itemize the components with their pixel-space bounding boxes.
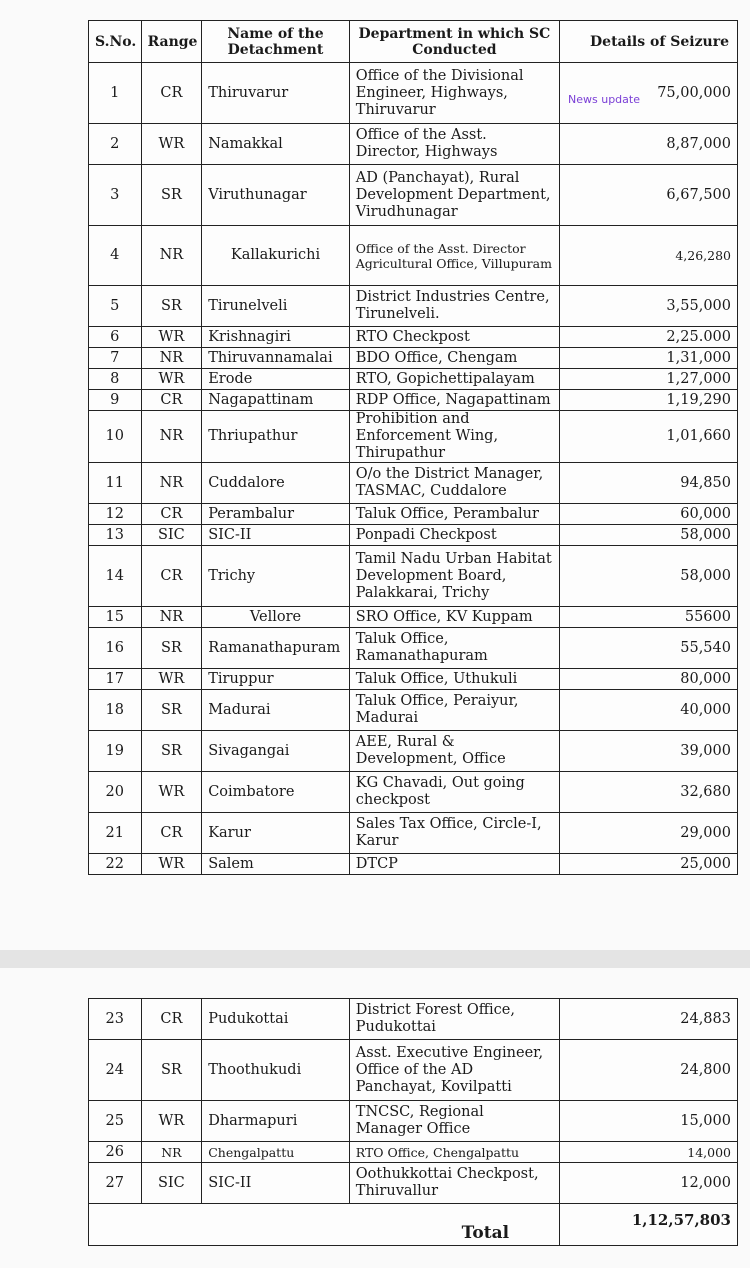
cell-detachment: Tirunelveli [202, 286, 350, 327]
cell-seizure: 55600 [560, 607, 738, 628]
cell-seizure: 75,00,000 [560, 63, 738, 124]
cell-seizure: 60,000 [560, 504, 738, 525]
cell-department: TNCSC, Regional Manager Office [349, 1101, 559, 1142]
cell-sno: 10 [89, 411, 142, 463]
table-row [89, 165, 738, 226]
cell-sno: 18 [89, 690, 142, 731]
table-row [89, 690, 738, 731]
cell-seizure: 2,25.000 [560, 327, 738, 348]
cell-department: SRO Office, KV Kuppam [349, 607, 559, 628]
total-label-cell [89, 1204, 560, 1246]
total-label: Total [461, 1223, 510, 1243]
cell-department: Prohibition and Enforcement Wing, Thirupathur [349, 411, 559, 463]
cell-detachment: Cuddalore [202, 463, 350, 504]
cell-detachment: SIC-II [202, 525, 350, 546]
cell-range: WR [141, 1101, 202, 1142]
cell-detachment: Trichy [202, 546, 350, 607]
table-row [89, 669, 738, 690]
cell-detachment: Viruthunagar [202, 165, 350, 226]
cell-detachment: Coimbatore [202, 772, 350, 813]
cell-seizure: 58,000 [560, 525, 738, 546]
cell-department: Oothukkottai Checkpost, Thiruvallur [349, 1163, 559, 1204]
cell-sno: 21 [89, 813, 142, 854]
cell-detachment: Vellore [202, 607, 350, 628]
cell-detachment: Perambalur [202, 504, 350, 525]
cell-department: District Industries Centre, Tirunelveli. [349, 286, 559, 327]
table-row [89, 546, 738, 607]
cell-detachment: Madurai [202, 690, 350, 731]
cell-seizure: 1,01,660 [560, 411, 738, 463]
table-row [89, 1163, 738, 1204]
cell-detachment: Dharmapuri [202, 1101, 350, 1142]
cell-detachment: Krishnagiri [202, 327, 350, 348]
cell-seizure: 1,31,000 [560, 348, 738, 369]
cell-detachment: SIC-II [202, 1163, 350, 1204]
cell-department: Office of the Divisional Engineer, Highways, Thiruvarur [349, 63, 559, 124]
cell-department: BDO Office, Chengam [349, 348, 559, 369]
cell-seizure: 14,000 [560, 1142, 738, 1163]
cell-sno: 22 [89, 854, 142, 875]
table-row [89, 124, 738, 165]
table-row [89, 854, 738, 875]
table-row [89, 226, 738, 286]
cell-detachment: Tiruppur [202, 669, 350, 690]
cell-department: District Forest Office, Pudukottai [349, 999, 559, 1040]
cell-range: SR [141, 1040, 202, 1101]
cell-seizure: 12,000 [560, 1163, 738, 1204]
cell-department: Asst. Executive Engineer, Office of the AD Panchayat, Kovilpatti [349, 1040, 559, 1101]
cell-seizure: 1,19,290 [560, 390, 738, 411]
table-row [89, 286, 738, 327]
table-row [89, 1101, 738, 1142]
cell-sno: 16 [89, 628, 142, 669]
cell-range: WR [141, 369, 202, 390]
cell-range: WR [141, 772, 202, 813]
cell-sno: 3 [89, 165, 142, 226]
cell-detachment: Salem [202, 854, 350, 875]
cell-department: Tamil Nadu Urban Habitat Development Board, Palakkarai, Trichy [349, 546, 559, 607]
cell-detachment: Pudukottai [202, 999, 350, 1040]
table-row [89, 504, 738, 525]
table-row [89, 1040, 738, 1101]
cell-sno: 11 [89, 463, 142, 504]
cell-range: CR [141, 390, 202, 411]
cell-department: Office of the Asst. Director, Highways [349, 124, 559, 165]
cell-sno: 23 [89, 999, 142, 1040]
cell-range: CR [141, 546, 202, 607]
cell-sno: 14 [89, 546, 142, 607]
cell-sno: 25 [89, 1101, 142, 1142]
table-row [89, 411, 738, 463]
cell-range: SIC [141, 525, 202, 546]
cell-detachment: Karur [202, 813, 350, 854]
cell-seizure: 80,000 [560, 669, 738, 690]
cell-detachment: Thriupathur [202, 411, 350, 463]
cell-department: Ponpadi Checkpost [349, 525, 559, 546]
cell-range: CR [141, 813, 202, 854]
cell-detachment: Chengalpattu [202, 1142, 350, 1163]
table-row [89, 369, 738, 390]
cell-department: RTO Checkpost [349, 327, 559, 348]
cell-sno: 20 [89, 772, 142, 813]
cell-department: KG Chavadi, Out going checkpost [349, 772, 559, 813]
cell-seizure: 58,000 [560, 546, 738, 607]
header-range: Range [141, 21, 202, 63]
cell-department: RTO Office, Chengalpattu [349, 1142, 559, 1163]
table-row [89, 525, 738, 546]
cell-seizure: 55,540 [560, 628, 738, 669]
cell-seizure: 32,680 [560, 772, 738, 813]
cell-range: CR [141, 504, 202, 525]
cell-detachment: Nagapattinam [202, 390, 350, 411]
cell-range: CR [141, 999, 202, 1040]
cell-range: SR [141, 731, 202, 772]
table-row [89, 63, 738, 124]
cell-seizure: 24,883 [560, 999, 738, 1040]
cell-seizure: 39,000 [560, 731, 738, 772]
cell-range: WR [141, 327, 202, 348]
cell-range: WR [141, 854, 202, 875]
cell-sno: 19 [89, 731, 142, 772]
cell-seizure: 1,27,000 [560, 369, 738, 390]
table-row [89, 1142, 738, 1163]
cell-sno: 24 [89, 1040, 142, 1101]
cell-department: RDP Office, Nagapattinam [349, 390, 559, 411]
watermark-text: News update [568, 93, 640, 106]
cell-sno: 8 [89, 369, 142, 390]
total-row [89, 1204, 738, 1246]
cell-range: SR [141, 286, 202, 327]
table-header-row [89, 21, 738, 63]
header-detachment: Name of the Detachment [202, 21, 350, 63]
cell-department: O/o the District Manager, TASMAC, Cuddalore [349, 463, 559, 504]
cell-seizure: 24,800 [560, 1040, 738, 1101]
cell-range: WR [141, 669, 202, 690]
header-department: Department in which SC Conducted [349, 21, 559, 63]
cell-department: Office of the Asst. Director Agricultural Office, Villupuram [349, 226, 559, 286]
table-row [89, 999, 738, 1040]
cell-department: Taluk Office, Ramanathapuram [349, 628, 559, 669]
total-value-cell [560, 1204, 738, 1246]
cell-range: SR [141, 165, 202, 226]
page-separator [0, 950, 750, 968]
cell-department: AEE, Rural & Development, Office [349, 731, 559, 772]
cell-sno: 26 [89, 1142, 142, 1163]
table-row [89, 327, 738, 348]
cell-sno: 17 [89, 669, 142, 690]
cell-sno: 4 [89, 226, 142, 286]
cell-sno: 13 [89, 525, 142, 546]
cell-department: DTCP [349, 854, 559, 875]
table-row [89, 731, 738, 772]
cell-department: Taluk Office, Uthukuli [349, 669, 559, 690]
table-row [89, 813, 738, 854]
cell-range: SR [141, 628, 202, 669]
cell-sno: 27 [89, 1163, 142, 1204]
cell-department: AD (Panchayat), Rural Development Department, Virudhunagar [349, 165, 559, 226]
cell-sno: 1 [89, 63, 142, 124]
cell-detachment: Namakkal [202, 124, 350, 165]
cell-sno: 12 [89, 504, 142, 525]
table-row [89, 348, 738, 369]
cell-detachment: Erode [202, 369, 350, 390]
cell-seizure: 4,26,280 [560, 226, 738, 286]
cell-detachment: Thiruvannamalai [202, 348, 350, 369]
seizure-table-part-1 [88, 20, 738, 875]
cell-sno: 7 [89, 348, 142, 369]
cell-seizure: 6,67,500 [560, 165, 738, 226]
cell-seizure: 15,000 [560, 1101, 738, 1142]
header-seizure: Details of Seizure [560, 21, 738, 63]
cell-seizure: 29,000 [560, 813, 738, 854]
cell-range: NR [141, 348, 202, 369]
cell-detachment: Thiruvarur [202, 63, 350, 124]
header-sno: S.No. [89, 21, 142, 63]
cell-range: NR [141, 1142, 202, 1163]
cell-range: SR [141, 690, 202, 731]
cell-seizure: 3,55,000 [560, 286, 738, 327]
cell-range: SIC [141, 1163, 202, 1204]
cell-seizure: 40,000 [560, 690, 738, 731]
cell-sno: 15 [89, 607, 142, 628]
table-row [89, 628, 738, 669]
cell-department: Taluk Office, Peraiyur, Madurai [349, 690, 559, 731]
cell-department: RTO, Gopichettipalayam [349, 369, 559, 390]
cell-detachment: Thoothukudi [202, 1040, 350, 1101]
cell-seizure: 8,87,000 [560, 124, 738, 165]
cell-detachment: Ramanathapuram [202, 628, 350, 669]
cell-range: NR [141, 463, 202, 504]
table-row [89, 607, 738, 628]
cell-department: Sales Tax Office, Circle-I, Karur [349, 813, 559, 854]
table-row [89, 463, 738, 504]
cell-sno: 9 [89, 390, 142, 411]
cell-range: CR [141, 63, 202, 124]
cell-department: Taluk Office, Perambalur [349, 504, 559, 525]
cell-range: NR [141, 411, 202, 463]
total-value: 1,12,57,803 [631, 1211, 731, 1229]
cell-detachment: Sivagangai [202, 731, 350, 772]
cell-sno: 2 [89, 124, 142, 165]
cell-seizure: 25,000 [560, 854, 738, 875]
cell-seizure: 94,850 [560, 463, 738, 504]
cell-detachment: Kallakurichi [202, 226, 350, 286]
seizure-table-part-2 [88, 998, 738, 1246]
table-row [89, 390, 738, 411]
table-row [89, 772, 738, 813]
cell-sno: 6 [89, 327, 142, 348]
cell-range: NR [141, 226, 202, 286]
cell-sno: 5 [89, 286, 142, 327]
cell-range: NR [141, 607, 202, 628]
cell-range: WR [141, 124, 202, 165]
